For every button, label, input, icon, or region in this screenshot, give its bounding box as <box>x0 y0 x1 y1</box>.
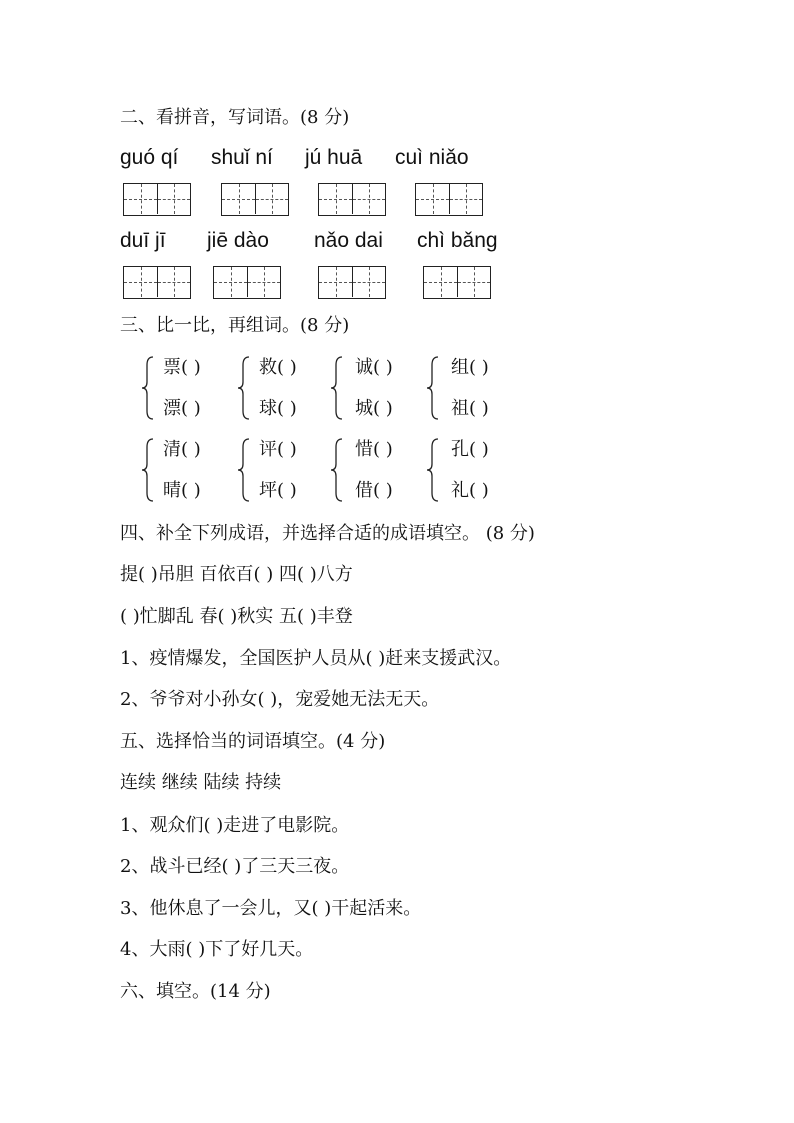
pinyin-nao-dai: nǎo dai <box>314 229 383 252</box>
idioms-line-2: ( )忙脚乱 春( )秋实 五( )丰登 <box>120 606 353 627</box>
word-options: 连续 继续 陆续 持续 <box>120 772 282 793</box>
writing-grid-1[interactable] <box>123 183 191 216</box>
idioms-line-1: 提( )吊胆 百依百( ) 四( )八方 <box>120 564 353 585</box>
compare-char-top: 评( ) <box>259 439 297 460</box>
left-brace-icon <box>140 355 154 421</box>
section5-question-4: 4、大雨( )下了好几天。 <box>120 939 314 960</box>
section6-title: 六、填空。(14 分) <box>120 981 271 1002</box>
section5-question-2: 2、战斗已经( )了三天三夜。 <box>120 856 350 877</box>
pinyin-guo-qi: guó qí <box>120 146 179 169</box>
compare-char-top: 救( ) <box>259 357 297 378</box>
compare-char-bottom: 借( ) <box>355 480 393 501</box>
compare-char-top: 诚( ) <box>355 357 393 378</box>
compare-char-top: 孔( ) <box>451 439 489 460</box>
compare-char-bottom: 球( ) <box>259 398 297 419</box>
compare-char-bottom: 漂( ) <box>163 398 201 419</box>
section5-title: 五、选择恰当的词语填空。(4 分) <box>120 731 386 752</box>
writing-grid-8[interactable] <box>423 266 491 299</box>
pinyin-chi-bang: chì bǎng <box>417 229 498 252</box>
section2-title: 二、看拼音，写词语。(8 分) <box>120 107 350 128</box>
pinyin-cui-niao: cuì niǎo <box>395 146 469 169</box>
compare-char-bottom: 礼( ) <box>451 480 489 501</box>
left-brace-icon <box>329 437 343 503</box>
writing-grid-6[interactable] <box>213 266 281 299</box>
left-brace-icon <box>425 437 439 503</box>
section4-question-1: 1、疫情爆发，全国医护人员从( )赶来支援武汉。 <box>120 648 512 669</box>
section5-question-1: 1、观众们( )走进了电影院。 <box>120 815 350 836</box>
section3-title: 三、比一比，再组词。(8 分) <box>120 315 350 336</box>
compare-char-top: 组( ) <box>451 357 489 378</box>
pinyin-ju-hua: jú huā <box>305 146 363 169</box>
left-brace-icon <box>425 355 439 421</box>
pinyin-dui-ji: duī jī <box>120 229 166 252</box>
pinyin-shui-ni: shuǐ ní <box>211 146 273 169</box>
compare-char-bottom: 坪( ) <box>259 480 297 501</box>
section5-question-3: 3、他休息了一会儿，又( )干起活来。 <box>120 898 422 919</box>
left-brace-icon <box>236 437 250 503</box>
compare-char-bottom: 城( ) <box>355 398 393 419</box>
left-brace-icon <box>236 355 250 421</box>
compare-char-bottom: 晴( ) <box>163 480 201 501</box>
writing-grid-5[interactable] <box>123 266 191 299</box>
compare-char-top: 清( ) <box>163 439 201 460</box>
compare-char-top: 惜( ) <box>355 439 393 460</box>
compare-char-top: 票( ) <box>163 357 201 378</box>
left-brace-icon <box>140 437 154 503</box>
section4-title: 四、补全下列成语，并选择合适的成语填空。 (8 分) <box>120 523 535 544</box>
pinyin-jie-dao: jiē dào <box>207 229 269 252</box>
writing-grid-7[interactable] <box>318 266 386 299</box>
writing-grid-3[interactable] <box>318 183 386 216</box>
writing-grid-2[interactable] <box>221 183 289 216</box>
left-brace-icon <box>329 355 343 421</box>
section4-question-2: 2、爷爷对小孙女( )，宠爱她无法无天。 <box>120 689 440 710</box>
writing-grid-4[interactable] <box>415 183 483 216</box>
compare-char-bottom: 祖( ) <box>451 398 489 419</box>
